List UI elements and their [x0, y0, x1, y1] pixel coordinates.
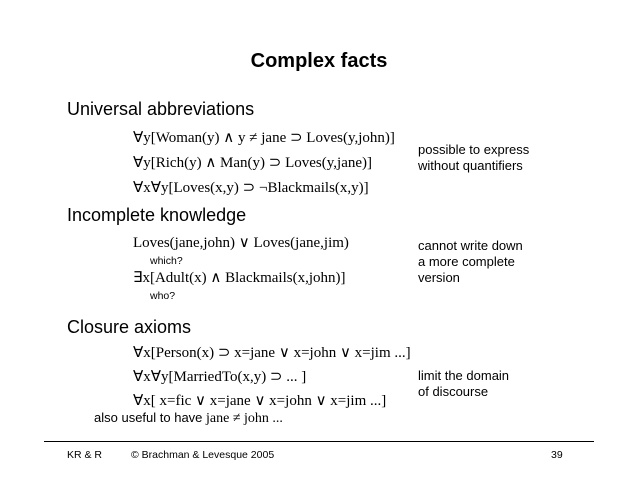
- formula-2: ∀y[Rich(y) ∧ Man(y) ⊃ Loves(y,jane)]: [133, 155, 373, 171]
- footer-page-number: 39: [551, 449, 563, 461]
- note-line: possible to express: [418, 142, 530, 157]
- note-line: version: [418, 270, 460, 285]
- note-universal: [418, 142, 529, 174]
- heading-incomplete-knowledge: Incomplete knowledge: [67, 205, 247, 225]
- question-which: which?: [150, 255, 183, 267]
- note-line: cannot write down: [418, 238, 523, 253]
- formula-8: ∀x[ x=fic ∨ x=jane ∨ x=john ∨ x=jim ...]: [133, 393, 387, 409]
- note-line: limit the domain: [418, 368, 510, 383]
- footer-left: KR & R: [67, 449, 103, 461]
- formula-7: ∀x∀y[MarriedTo(x,y) ⊃ ... ]: [133, 369, 307, 385]
- slide-title: Complex facts: [250, 50, 388, 72]
- note-line: a more complete: [418, 254, 515, 269]
- footer-divider: [44, 441, 594, 442]
- heading-universal-abbreviations: Universal abbreviations: [67, 99, 255, 119]
- note-line: without quantifiers: [418, 158, 523, 173]
- formula-3: ∀x∀y[Loves(x,y) ⊃ ¬Blackmails(x,y)]: [133, 180, 369, 196]
- question-who: who?: [150, 290, 176, 302]
- also-useful-line: [94, 410, 283, 427]
- formula-6: ∀x[Person(x) ⊃ x=jane ∨ x=john ∨ x=jim ...]: [133, 345, 411, 361]
- formula-5: ∃x[Adult(x) ∧ Blackmails(x,john)]: [133, 270, 346, 286]
- heading-closure-axioms: Closure axioms: [67, 317, 192, 337]
- also-formula: jane ≠ john ...: [206, 411, 283, 426]
- note-line: of discourse: [418, 384, 489, 399]
- formula-1: ∀y[Woman(y) ∧ y ≠ jane ⊃ Loves(y,john)]: [133, 130, 395, 146]
- formula-4: Loves(jane,john) ∨ Loves(jane,jim): [133, 235, 349, 251]
- footer-copyright: © Brachman & Levesque 2005: [131, 449, 275, 461]
- note-closure: [418, 368, 509, 400]
- also-text: also useful to have: [94, 410, 203, 425]
- note-incomplete: [418, 238, 523, 286]
